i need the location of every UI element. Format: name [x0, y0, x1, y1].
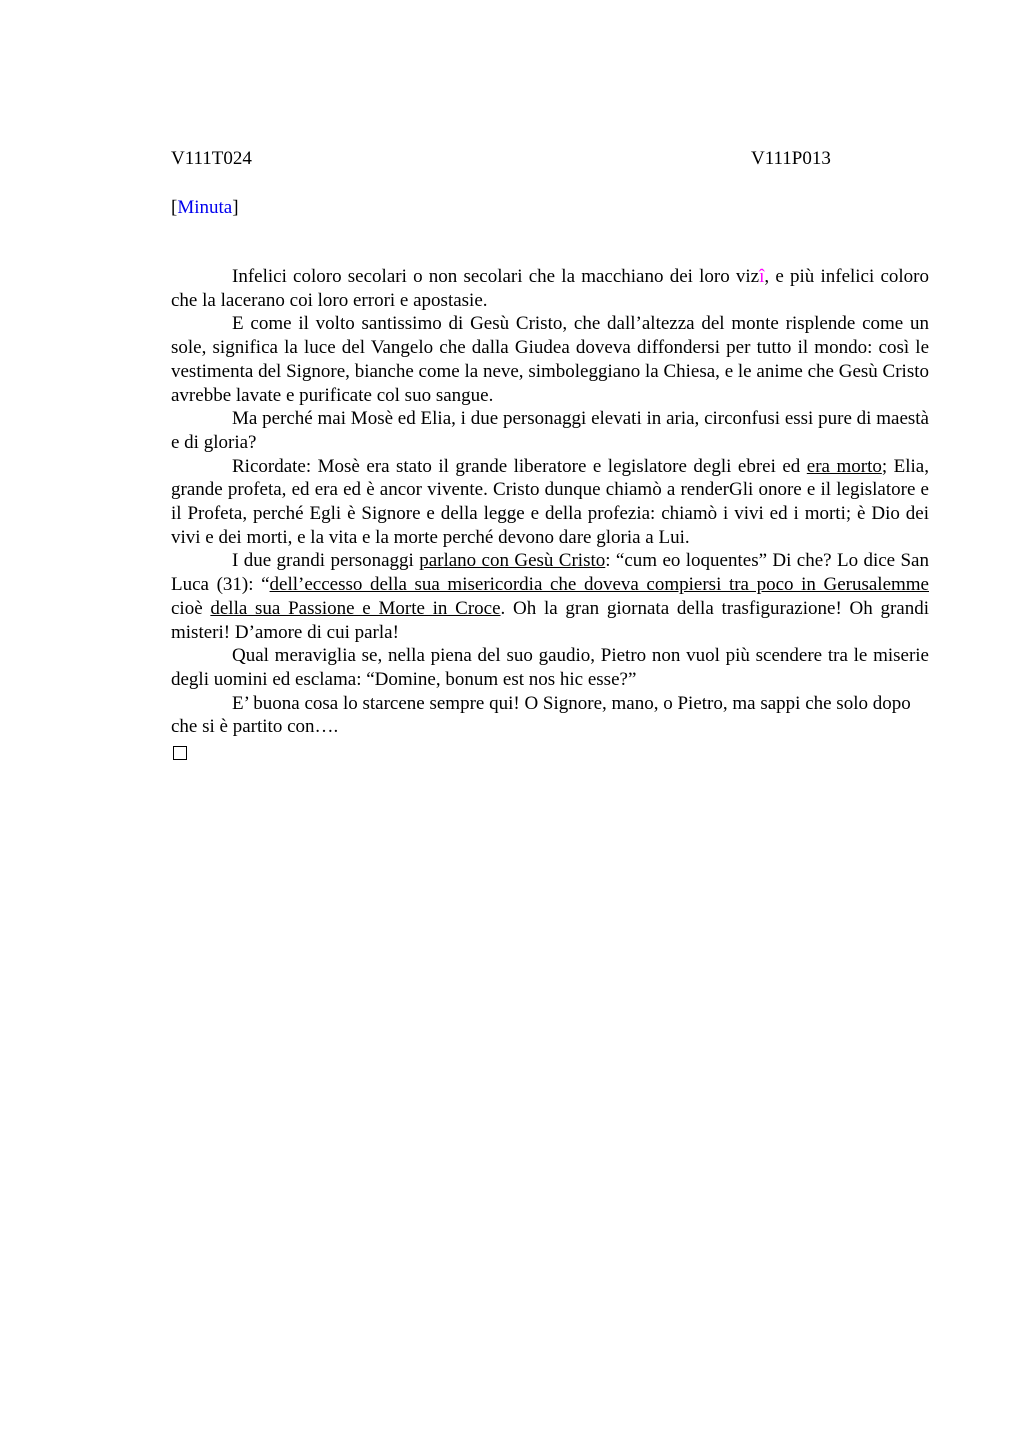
paragraph-1-accent-char: î [759, 266, 765, 287]
end-marker-box-icon [173, 746, 187, 760]
paragraph-5-underlined-1: parlano con Gesù Cristo [419, 550, 606, 572]
paragraph-1-text-a: Infelici coloro secolari o non secolari che la macchiano dei loro viz [232, 266, 760, 287]
document-body [171, 265, 929, 760]
document-code-left: V111T024 [171, 148, 252, 169]
paragraph-4 [171, 455, 929, 550]
paragraph-2: E come il volto santissimo di Gesù Cristo, che dall’altezza del monte risplende come un sole, significa la luce del Vangelo che dalla Giudea doveva diffondersi per tutto il mondo: così le vestimenta del Signore, bianche come la neve, simboleggiano la Chiesa, e le anime che Gesù Cristo avrebbe lavate e purificate col suo sangue. [171, 313, 929, 406]
paragraph-1-text-c: , e più infelici coloro che la lacerano coi loro errori e apostasie. [171, 266, 930, 311]
paragraph-4-text-c: ; Elia, grande profeta, ed era ed è ancor vivente. Cristo dunque chiamò a renderGli onore e il legislatore e il Profeta, perché Egli è Signore e della legge e della profezia: chiamò i vivi ed i morti; è Dio dei vivi e dei morti, e la vita e la morte perché devono dare gloria a Lui. [171, 455, 929, 548]
draft-link[interactable]: Minuta [177, 197, 233, 218]
paragraph-4-underlined: era morto [806, 455, 882, 477]
document-code-right: V111P013 [751, 148, 831, 169]
paragraph-4-text-a: Ricordate: Mosè era stato il grande liberatore e legislatore degli ebrei ed [232, 455, 807, 477]
paragraph-7: E’ buona cosa lo starcene sempre qui! O Signore, mano, o Pietro, ma sappi che solo dopo che si è partito con…. [171, 692, 911, 738]
paragraph-5-text-a: I due grandi personaggi [232, 550, 420, 572]
paragraph-5-text-e: cioè [171, 597, 211, 619]
paragraph-5-text-g: . Oh la gran giornata della trasfigurazione! Oh grandi misteri! D’amore di cui parla! [171, 597, 929, 643]
paragraph-3: Ma perché mai Mosè ed Elia, i due personaggi elevati in aria, circonfusi essi pure di maestà e di gloria? [171, 408, 929, 453]
paragraph-5-underlined-2: dell’eccesso della sua misericordia che doveva compiersi tra poco in Gerusalemme [269, 574, 929, 596]
draft-label [171, 195, 239, 221]
draft-open-bracket: [ [171, 197, 178, 218]
paragraph-5 [171, 549, 929, 644]
draft-close-bracket: ] [232, 197, 239, 218]
paragraph-5-underlined-3: della sua Passione e Morte in Croce [210, 597, 501, 619]
paragraph-1 [171, 265, 929, 312]
document-page [171, 0, 929, 1450]
paragraph-5-text-c: : “cum eo loquentes” Di che? Lo dice San Luca (31): “ [171, 550, 929, 596]
paragraph-6: Qual meraviglia se, nella piena del suo gaudio, Pietro non vuol più scendere tra le miserie degli uomini ed esclama: “Domine, bonum est nos hic esse?” [171, 645, 929, 690]
document-header [171, 146, 929, 172]
